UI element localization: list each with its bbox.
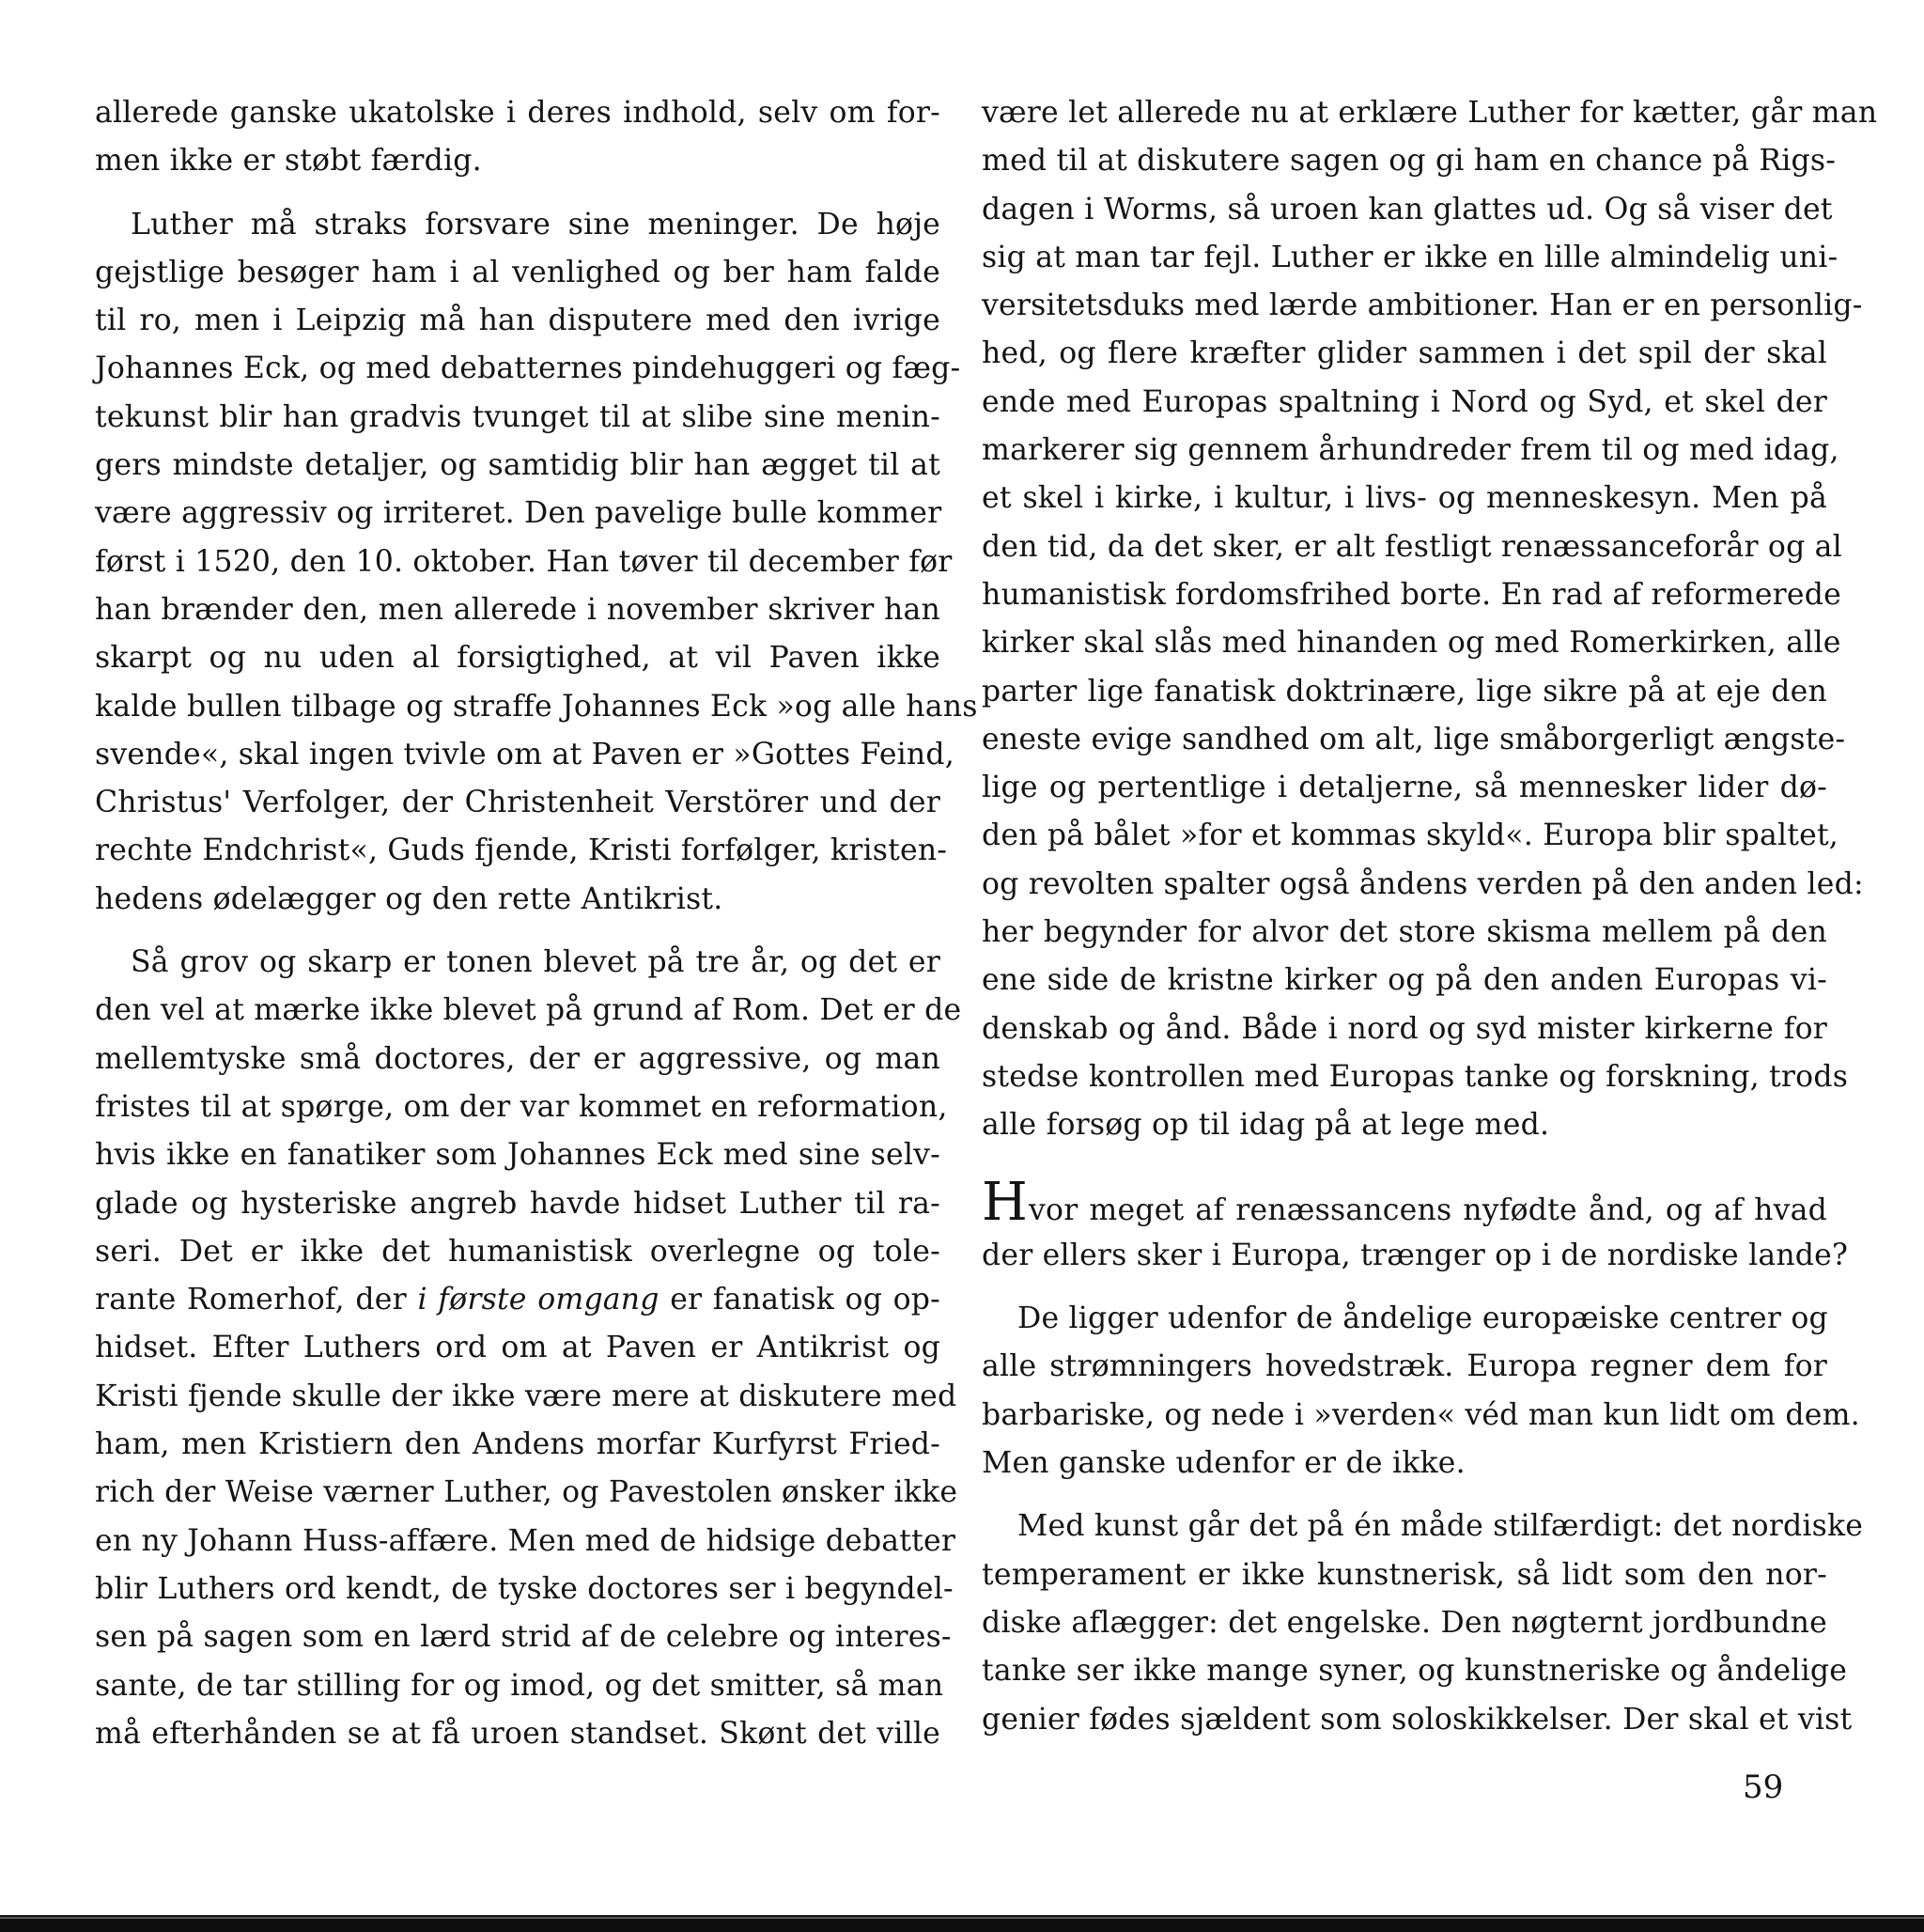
text-line: seri. Det er ikke det humanistisk overlegne og tole- bbox=[95, 1234, 940, 1269]
text-line: tekunst blir han gradvis tvunget til at slibe sine menin- bbox=[95, 399, 940, 434]
text-line: glade og hysteriske angreb havde hidset Luther til ra- bbox=[95, 1186, 940, 1221]
text-segment: rante Romerhof, der bbox=[95, 1283, 407, 1317]
text-line: være let allerede nu at erklære Luther for kætter, går man bbox=[982, 96, 1878, 130]
text-line: først i 1520, den 10. oktober. Han tøver til december før bbox=[95, 544, 953, 579]
text-line: en ny Johann Huss-affære. Men med de hidsige debatter bbox=[95, 1523, 956, 1558]
text-line: skarpt og nu uden al forsigtighed, at vil Paven ikke bbox=[95, 641, 940, 676]
paragraph-gap bbox=[95, 924, 940, 939]
text-line: lige og pertentlige i detaljerne, så mennesker lider dø- bbox=[982, 771, 1827, 805]
text-line: mellemtyske små doctores, der er aggressive, og man bbox=[95, 1041, 940, 1076]
text-line: Så grov og skarp er tonen blevet på tre år, og det er bbox=[131, 945, 940, 980]
text-line: ene side de kristne kirker og på den anden Europas vi- bbox=[982, 963, 1827, 998]
text-line: dagen i Worms, så uroen kan glattes ud. Og så viser det bbox=[982, 192, 1833, 226]
text-line: De ligger udenfor de åndelige europæiske centrer og bbox=[1017, 1301, 1828, 1336]
paragraph-gap bbox=[95, 186, 940, 201]
text-line: versitetsduks med lærde ambitioner. Han er en personlig- bbox=[982, 288, 1863, 323]
text-line: humanistisk fordomsfrihed borte. En rad af reformerede bbox=[982, 577, 1841, 612]
text-line: Luther må straks forsvare sine meninger. De høje bbox=[131, 207, 940, 242]
text-line: rechte Endchrist«, Guds fjende, Kristi forfølger, kristen- bbox=[95, 834, 948, 868]
text-line: tanke ser ikke mange syner, og kunstneriske og åndelige bbox=[982, 1654, 1848, 1689]
page-number: 59 bbox=[1743, 1768, 1784, 1806]
text-line: kirker skal slås med hinanden og med Romerkirken, alle bbox=[982, 626, 1841, 661]
text-line: blir Luthers ord kendt, de tyske doctores ser i begyndel- bbox=[95, 1571, 954, 1606]
text-line: diske aflægger: det engelske. Den nøgternt jordbundne bbox=[982, 1605, 1827, 1640]
text-line: må efterhånden se at få uroen standset. Skønt det ville bbox=[95, 1716, 940, 1751]
text-line: den tid, da det sker, er alt festligt renæssanceforår og al bbox=[982, 529, 1842, 564]
text-line: temperament er ikke kunstnerisk, så lidt som den nor- bbox=[982, 1557, 1827, 1592]
text-line: være aggressiv og irriteret. Den pavelige bulle kommer bbox=[95, 496, 942, 531]
text-line: denskab og ånd. Både i nord og syd mister kirkerne for bbox=[982, 1011, 1827, 1046]
section-opening-line bbox=[982, 1171, 1827, 1233]
text-line: gers mindste detaljer, og samtidig blir han ægget til at bbox=[95, 448, 940, 483]
text-line: hedens ødelægger og den rette Antikrist. bbox=[95, 881, 723, 916]
text-line: Med kunst går det på én måde stilfærdigt: det nordiske bbox=[1017, 1509, 1864, 1544]
text-line: rich der Weise værner Luther, og Pavestolen ønsker ikke bbox=[95, 1475, 958, 1510]
text-line: til ro, men i Leipzig må han disputere med den ivrige bbox=[95, 304, 940, 338]
text-line: markerer sig gennem århundreder frem til og med idag, bbox=[982, 433, 1839, 468]
text-line: sig at man tar fejl. Luther er ikke en lille almindelig uni- bbox=[982, 240, 1839, 274]
text-line: og revolten spalter også åndens verden på den anden led: bbox=[982, 866, 1864, 901]
text-line: allerede ganske ukatolske i deres indhold, selv om for- bbox=[95, 96, 940, 130]
text-line: sen på sagen som en lærd strid af de celebre og interes- bbox=[95, 1620, 952, 1655]
section-gap bbox=[982, 1150, 1827, 1184]
text-line: ham, men Kristiern den Andens morfar Kurfyrst Fried- bbox=[95, 1427, 940, 1462]
text-line: med til at diskutere sagen og gi ham en chance på Rigs- bbox=[982, 144, 1837, 179]
text-line: men ikke er støbt færdig. bbox=[95, 144, 482, 179]
text-line: alle forsøg op til idag på at lege med. bbox=[982, 1108, 1550, 1143]
text-line: hvis ikke en fanatiker som Johannes Eck med sine selv- bbox=[95, 1138, 940, 1173]
text-line: der ellers sker i Europa, trænger op i de nordiske lande? bbox=[982, 1238, 1849, 1272]
text-line: Christus' Verfolger, der Christenheit Verstörer und der bbox=[95, 786, 940, 820]
text-line: kalde bullen tilbage og straffe Johannes Eck »og alle hans bbox=[95, 689, 978, 724]
text-line: han brænder den, men allerede i november skriver han bbox=[95, 592, 940, 627]
text-line: barbariske, og nede i »verden« véd man kun lidt om dem. bbox=[982, 1397, 1860, 1432]
bottom-scan-border-highlight bbox=[0, 1917, 1924, 1919]
text-line: den vel at mærke ikke blevet på grund af Rom. Det er de bbox=[95, 993, 962, 1028]
text-line: Kristi fjende skulle der ikke være mere at diskutere med bbox=[95, 1379, 957, 1413]
text-line: gejstlige besøger ham i al venlighed og ber ham falde bbox=[95, 255, 940, 289]
text-line: eneste evige sandhed om alt, lige småborgerligt ængste- bbox=[982, 722, 1846, 756]
text-line: stedse kontrollen med Europas tanke og forskning, trods bbox=[982, 1059, 1849, 1094]
text-line: sante, de tar stilling for og imod, og det smitter, så man bbox=[95, 1668, 944, 1703]
text-line: parter lige fanatisk doktrinære, lige sikre på at eje den bbox=[982, 674, 1827, 709]
text-line: alle strømningers hovedstræk. Europa regner dem for bbox=[982, 1349, 1827, 1384]
text-line: den på bålet »for et kommas skyld«. Europa blir spaltet, bbox=[982, 818, 1839, 853]
text-line: Johannes Eck, og med debatternes pindehuggeri og fæg- bbox=[95, 351, 961, 386]
text-segment: er fanatisk og op- bbox=[670, 1283, 941, 1317]
text-segment: vor meget af renæssancens nyfødte ånd, og af hvad bbox=[1029, 1192, 1827, 1227]
text-line: genier fødes sjældent som soloskikkelser. Der skal et vist bbox=[982, 1702, 1853, 1737]
drop-cap: H bbox=[982, 1171, 1029, 1233]
text-line: fristes til at spørge, om der var kommet en reformation, bbox=[95, 1089, 948, 1124]
text-line: ende med Europas spaltning i Nord og Syd, et skel der bbox=[982, 384, 1827, 419]
text-line: et skel i kirke, i kultur, i livs- og menneskesyn. Men på bbox=[982, 481, 1827, 516]
left-column bbox=[95, 89, 978, 1758]
text-line: hed, og flere kræfter glider sammen i det spil der skal bbox=[982, 336, 1827, 371]
text-line: svende«, skal ingen tvivle om at Paven er »Gottes Feind, bbox=[95, 737, 954, 771]
text-line: hidset. Efter Luthers ord om at Paven er Antikrist og bbox=[95, 1331, 940, 1365]
text-line-with-italic bbox=[95, 1276, 940, 1324]
paragraph-gap bbox=[982, 1488, 1827, 1503]
italic-phrase: i første omgang bbox=[417, 1283, 659, 1317]
right-column bbox=[982, 89, 1878, 1744]
paragraph-gap bbox=[982, 1280, 1827, 1295]
text-line: Men ganske udenfor er de ikke. bbox=[982, 1446, 1466, 1481]
text-line: her begynder for alvor det store skisma mellem på den bbox=[982, 915, 1827, 950]
